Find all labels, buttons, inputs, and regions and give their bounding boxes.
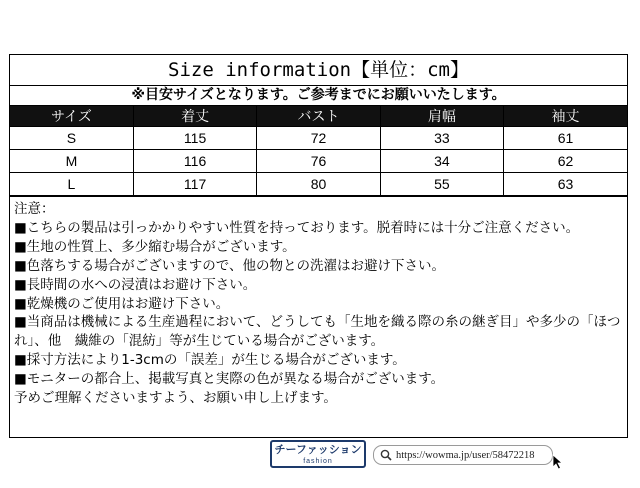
table-cell: S	[10, 127, 133, 150]
note-item: ■色落ちする場合がございますので、他の物との洗濯はお避け下さい。	[14, 257, 445, 274]
note-item: ■モニターの都合上、掲載写真と実際の色が異なる場合がございます。	[14, 371, 445, 388]
table-cell: 63	[504, 173, 627, 196]
header-bust: バスト	[257, 106, 380, 127]
shop-url-box[interactable]	[373, 445, 553, 465]
size-table	[10, 106, 627, 196]
table-cell: 80	[257, 173, 380, 196]
size-subtitle: ※目安サイズとなります。ご参考までにお願いいたします。	[10, 86, 627, 106]
cursor-icon	[552, 454, 564, 470]
table-row	[10, 173, 627, 196]
table-cell: 62	[504, 150, 627, 173]
note-item: ■採寸方法により1-3cmの「誤差」が生じる場合がございます。	[14, 352, 406, 369]
size-info-sheet	[9, 54, 628, 438]
size-title: Size information【単位：cm】	[10, 55, 627, 86]
table-cell: 33	[380, 127, 503, 150]
note-item: ■生地の性質上、多少縮む場合がございます。	[14, 238, 296, 255]
table-cell: 55	[380, 173, 503, 196]
note-item: ■乾燥機のご使用はお避け下さい。	[14, 295, 230, 312]
header-size: サイズ	[10, 106, 133, 127]
search-icon	[380, 449, 392, 461]
shop-logo-sub: fashion	[303, 458, 333, 465]
notes-heading: 注意：	[14, 201, 55, 217]
header-length: 着丈	[133, 106, 256, 127]
table-row	[10, 150, 627, 173]
table-cell: 115	[133, 127, 256, 150]
care-notes	[10, 196, 627, 408]
table-cell: 34	[380, 150, 503, 173]
notes-closing: 予めご理解くださいますよう、お願い申し上げます。	[14, 390, 337, 407]
table-cell: 61	[504, 127, 627, 150]
shop-logo-text: チーファッション	[274, 443, 362, 456]
table-cell: 76	[257, 150, 380, 173]
table-header-row	[10, 106, 627, 127]
table-row	[10, 127, 627, 150]
table-cell: 72	[257, 127, 380, 150]
note-item: ■こちらの製品は引っかかりやすい性質を持っております。脱着時には十分ご注意ください。	[14, 219, 580, 236]
table-cell: 116	[133, 150, 256, 173]
shop-url: https://wowma.jp/user/58472218	[396, 449, 535, 461]
table-cell: 117	[133, 173, 256, 196]
header-sleeve: 袖丈	[504, 106, 627, 127]
table-cell: M	[10, 150, 133, 173]
table-cell: L	[10, 173, 133, 196]
shop-logo[interactable]	[270, 440, 366, 468]
note-item: ■当商品は機械による生産過程において、どうしても「生地を織る際の糸の継ぎ目」や多少の「ほつれ」、他 繊維の「混紡」等が生じている場合がございます。	[14, 314, 621, 350]
note-item: ■長時間の水への浸漬はお避け下さい。	[14, 276, 257, 293]
header-shoulder: 肩幅	[380, 106, 503, 127]
